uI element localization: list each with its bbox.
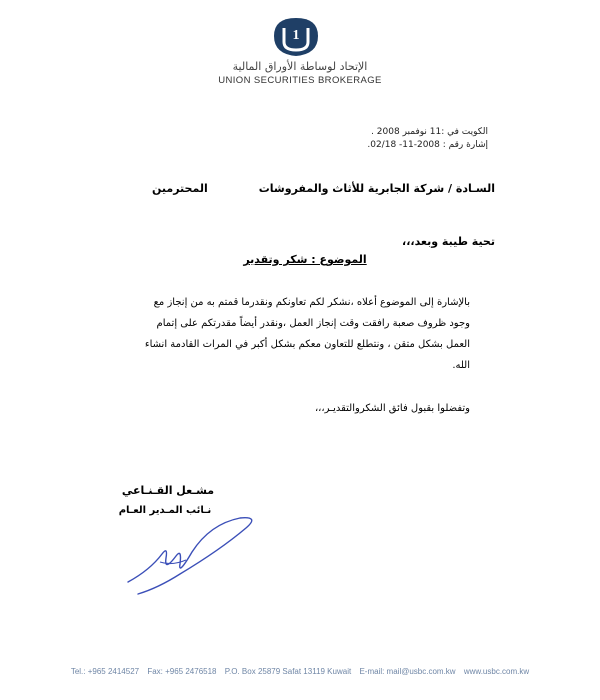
footer-pobox: P.O. Box 25879 Safat 13119 Kuwait	[224, 667, 352, 676]
body-line: بالإشارة إلى الموضوع أعلاه ،نشكر لكم تعاونكم ونقدرما قمتم به من إنجاز مع	[153, 297, 470, 308]
signer-name: مشـعل القـنـاعي	[121, 484, 215, 497]
footer-email[interactable]: E-mail: mail@usbc.com.kw	[359, 667, 456, 676]
footer-tel: Tel.: +965 2414527	[70, 667, 140, 676]
body-line: العمل بشكل متقن ، ونتطلع للتعاون معكم بشكل أكبر في المرات القادمة انشاء الله.	[144, 339, 470, 371]
union-securities-logo-icon	[268, 14, 324, 60]
signer-title: نـائب المـدير العـام	[118, 505, 212, 516]
closing-line: وتفضلوا بقبول فائق الشكروالتقديـر،،،	[314, 403, 470, 414]
handwritten-signature	[120, 512, 270, 598]
logo-text: 1	[292, 28, 300, 43]
body-line: وجود ظروف صعبة رافقت وقت إنجاز العمل ،ونقدر أيضاً مقدرتكم على إتمام	[156, 318, 470, 329]
footer-contact	[20, 667, 580, 676]
reference-number: إشارة رقم : 2008-11- 02/18.	[367, 140, 488, 150]
honorific: المحترمين	[152, 182, 208, 195]
footer-fax: Fax: +965 2476518	[147, 667, 217, 676]
recipient: السـادة / شركة الجابرية للأثاث والمفروشات	[258, 182, 495, 195]
greeting: تحية طيبة وبعد،،،	[402, 235, 495, 248]
subject-line: الموضوع : شكر وتقدير	[243, 253, 367, 266]
letter-body	[130, 292, 470, 376]
company-name-english: UNION SECURITIES BROKERAGE	[218, 75, 382, 86]
letter-date: الكويت في :11 نوفمبر 2008 .	[371, 127, 488, 137]
company-name-arabic: الإتحاد لوساطة الأوراق المالية	[232, 60, 368, 73]
footer-website[interactable]: www.usbc.com.kw	[463, 667, 530, 676]
